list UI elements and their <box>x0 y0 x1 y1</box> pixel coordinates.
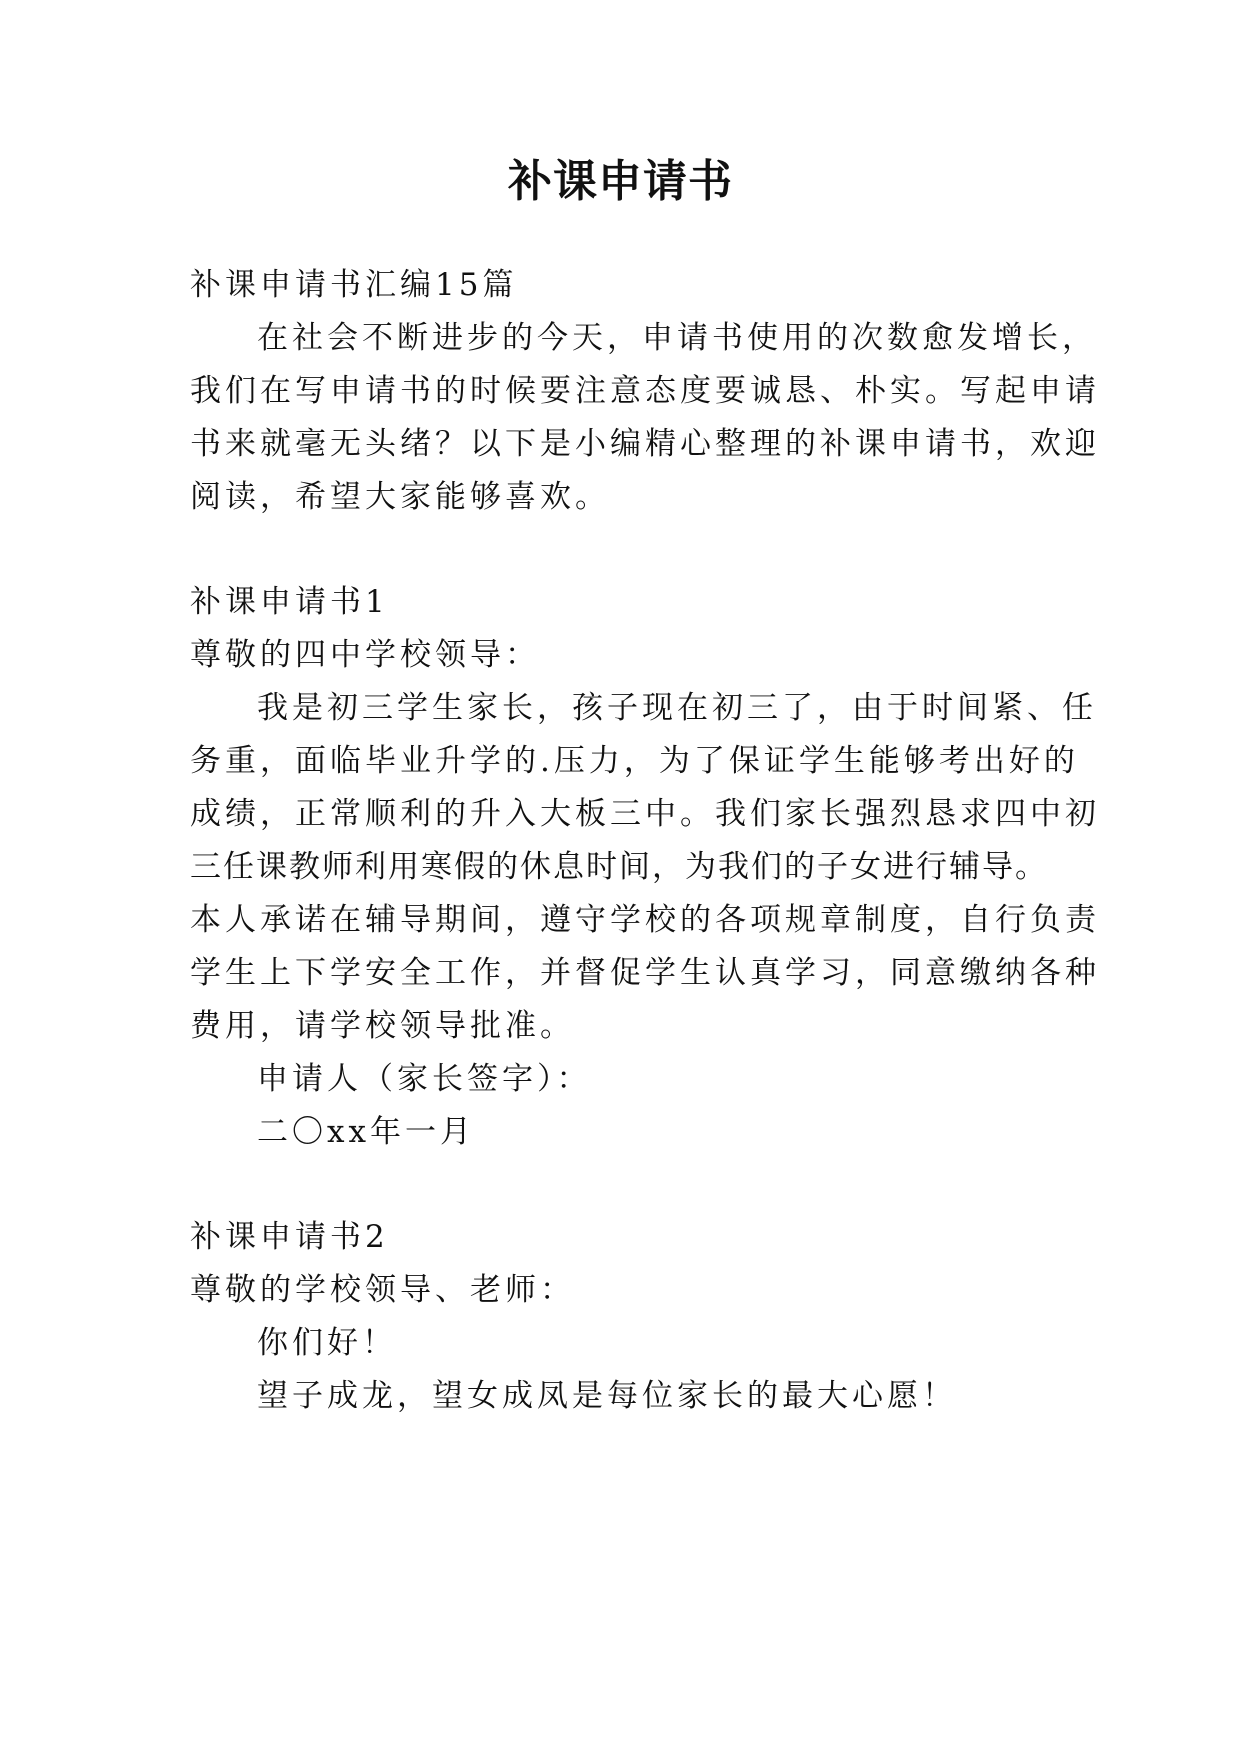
letter1-salutation: 尊敬的四中学校领导： <box>190 637 540 673</box>
letter2-greeting: 你们好！ <box>257 1325 397 1361</box>
letter1-heading: 补课申请书1 <box>190 584 389 620</box>
letter2-heading: 补课申请书2 <box>190 1219 389 1255</box>
letter1-body-line: 本人承诺在辅导期间，遵守学校的各项规章制度，自行负责 <box>190 902 1100 938</box>
intro-line: 在社会不断进步的今天，申请书使用的次数愈发增长， <box>257 320 1097 356</box>
document-subtitle: 补课申请书汇编15篇 <box>190 267 518 303</box>
letter1-body-line: 务重，面临毕业升学的.压力，为了保证学生能够考出好的 <box>190 743 1079 779</box>
letter1-body-line: 三任课教师利用寒假的休息时间，为我们的子女进行辅导。 <box>190 849 1048 885</box>
intro-line: 阅读，希望大家能够喜欢。 <box>190 479 610 515</box>
intro-line: 书来就毫无头绪？以下是小编精心整理的补课申请书，欢迎 <box>190 426 1100 462</box>
letter2-salutation: 尊敬的学校领导、老师： <box>190 1272 575 1308</box>
letter1-body-line: 成绩，正常顺利的升入大板三中。我们家长强烈恳求四中初 <box>190 796 1100 832</box>
document-title: 补课申请书 <box>508 156 733 207</box>
letter1-date: 二〇xx年一月 <box>257 1114 475 1150</box>
letter1-body-line: 费用，请学校领导批准。 <box>190 1008 575 1044</box>
letter1-body-line: 学生上下学安全工作，并督促学生认真学习，同意缴纳各种 <box>190 955 1100 991</box>
letter1-signature: 申请人（家长签字）： <box>257 1061 592 1097</box>
letter2-body-line: 望子成龙，望女成凤是每位家长的最大心愿！ <box>257 1378 957 1414</box>
intro-line: 我们在写申请书的时候要注意态度要诚恳、朴实。写起申请 <box>190 373 1100 409</box>
letter1-body-line: 我是初三学生家长，孩子现在初三了，由于时间紧、任 <box>257 690 1097 726</box>
